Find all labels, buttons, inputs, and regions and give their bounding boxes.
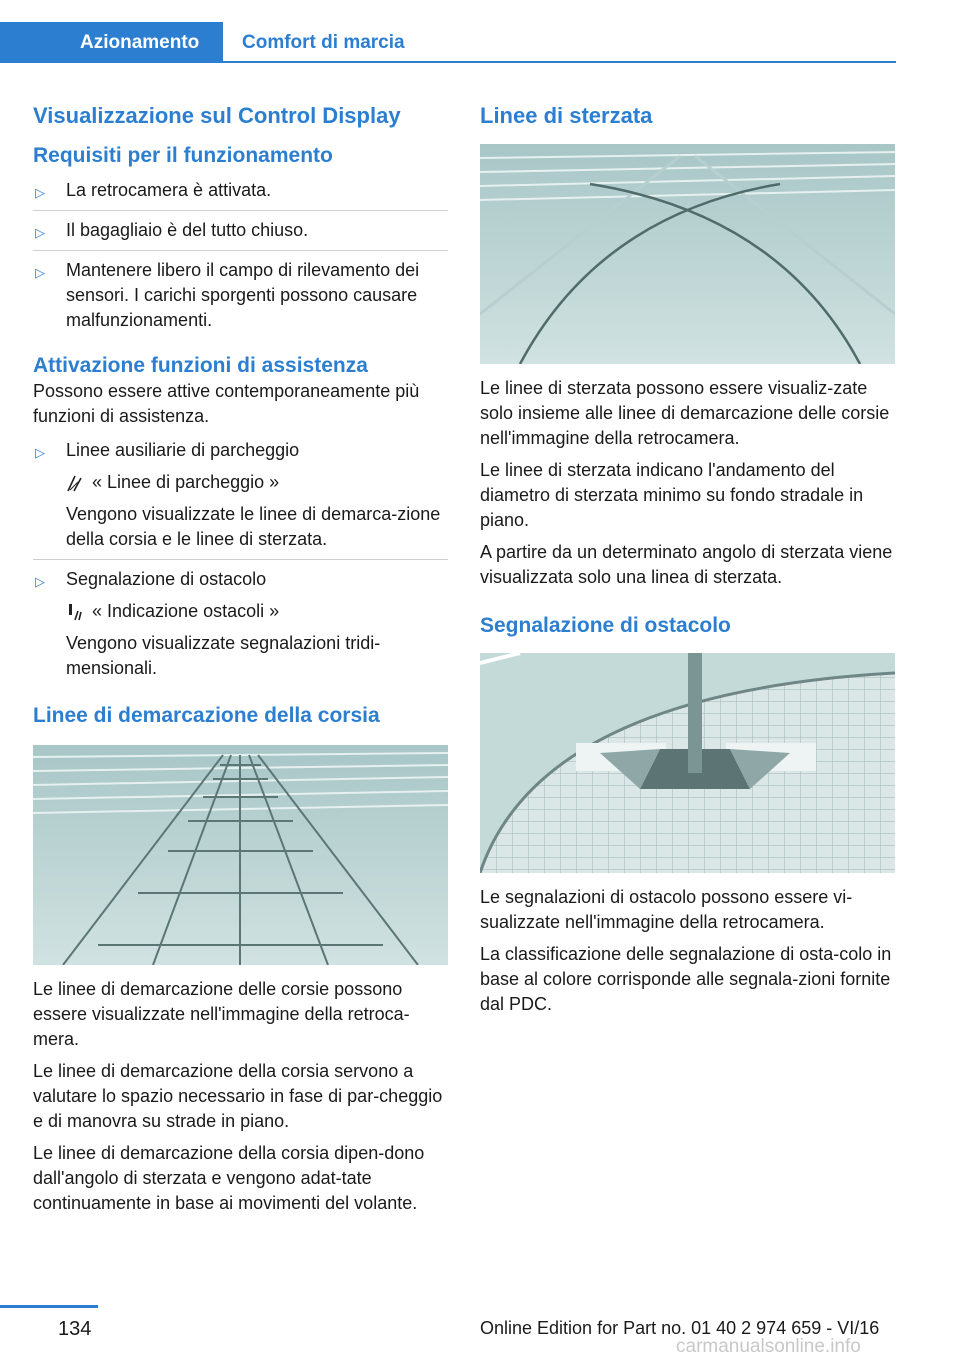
- parking-lines-icon: [66, 474, 84, 492]
- assist-list: [33, 431, 448, 688]
- bullet-triangle-icon: ▷: [35, 265, 45, 280]
- lane-paragraph: Le linee di demarcazione della corsia dipen-dono dall'angolo di sterzata e vengono adat-tate continuamente in base ai movimenti del volante.: [33, 1143, 425, 1213]
- lane-lines-figure: [33, 745, 448, 965]
- list-item: ▷ Linee ausiliarie di parcheggio « Linee di parcheggio » Vengono visualizzate le linee di demarca-zione della corsia e le linee di sterzata.: [33, 431, 448, 560]
- lane-paragraph: Le linee di demarcazione della corsia servono a valutare lo spazio necessario in fase di par-cheggio e di manovra su strade in piano.: [33, 1061, 443, 1131]
- tab-comfort-di-marcia[interactable]: Comfort di marcia: [242, 32, 405, 53]
- section-title: Visualizzazione sul Control Display: [33, 103, 401, 128]
- obstacle-heading: Segnalazione di ostacolo: [480, 614, 731, 637]
- list-item: ▷ Segnalazione di ostacolo « Indicazione ostacoli » Vengono visualizzate segnalazioni tridi-mensionali.: [33, 560, 448, 688]
- right-column: [480, 102, 895, 1017]
- steering-lines-figure: [480, 144, 895, 364]
- assist-intro: Possono essere attive contemporaneamente più funzioni di assistenza.: [33, 381, 420, 426]
- bullet-triangle-icon: ▷: [35, 185, 45, 200]
- lane-lines-heading: Linee di demarcazione della corsia: [33, 704, 380, 727]
- bullet-triangle-icon: ▷: [35, 574, 45, 589]
- requirements-heading: Requisiti per il funzionamento: [33, 144, 333, 167]
- watermark: carmanualsonline.info: [676, 1336, 861, 1357]
- steering-paragraph: Le linee di sterzata possono essere visualiz-zate solo insieme alle linee di demarcazione delle corsie nell'immagine della retrocamera.: [480, 378, 890, 448]
- assist-heading: Attivazione funzioni di assistenza: [33, 354, 368, 377]
- left-column: [33, 102, 448, 1216]
- page-number: 134: [58, 1318, 92, 1340]
- steering-paragraph: Le linee di sterzata indicano l'andamento del diametro di sterzata minimo su fondo stradale in piano.: [480, 460, 864, 530]
- header-rule: [0, 61, 896, 63]
- list-item: ▷ Mantenere libero il campo di rilevamento dei sensori. I carichi sporgenti possono causare malfunzionamenti.: [35, 260, 420, 330]
- tab-azionamento[interactable]: Azionamento: [0, 22, 223, 63]
- requirements-list: [33, 171, 448, 340]
- bullet-triangle-icon: ▷: [35, 225, 45, 240]
- obstacle-paragraph: Le segnalazioni di ostacolo possono essere vi-sualizzate nell'immagine della retrocamera.: [480, 887, 853, 932]
- edition-text: Online Edition for Part no. 01 40 2 974 659 - VI/16: [480, 1318, 880, 1338]
- menu-obstacle: « Indicazione ostacoli »: [66, 599, 448, 624]
- footer-rule: [0, 1305, 98, 1308]
- lane-paragraph: Le linee di demarcazione delle corsie possono essere visualizzate nell'immagine della retroca-mera.: [33, 979, 410, 1049]
- steering-paragraph: A partire da un determinato angolo di sterzata viene visualizzata solo una linea di sterzata.: [480, 542, 893, 587]
- chapter-header: [0, 22, 896, 63]
- list-item: ▷ Il bagagliaio è del tutto chiuso.: [33, 211, 448, 251]
- obstacle-paragraph: La classificazione delle segnalazione di osta-colo in base al colore corrisponde alle segnala-zioni fornite dal PDC.: [480, 944, 892, 1014]
- obstacle-figure: [480, 653, 895, 873]
- menu-parking-lines: « Linee di parcheggio »: [66, 470, 448, 495]
- bullet-triangle-icon: ▷: [35, 445, 45, 460]
- list-item: ▷ La retrocamera è attivata.: [33, 171, 448, 211]
- steering-lines-heading: Linee di sterzata: [480, 103, 653, 128]
- obstacle-icon: [66, 603, 84, 621]
